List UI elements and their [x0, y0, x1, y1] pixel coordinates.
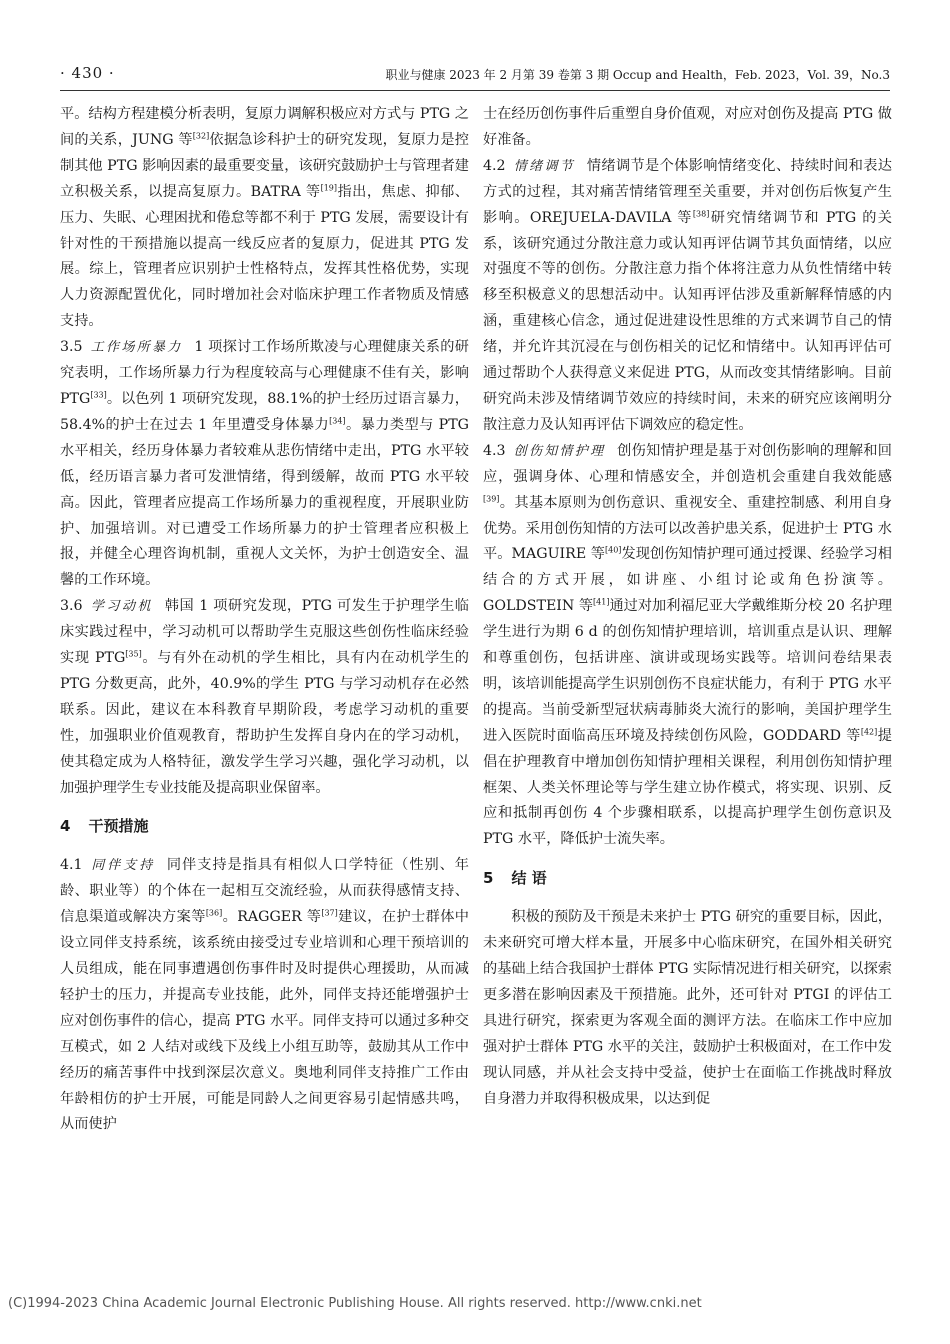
citation: [36] — [205, 908, 223, 918]
section-title: 创伤知情护理 — [513, 443, 606, 459]
journal-info: 职业与健康 2023 年 2 月第 39 卷第 3 期 Occup and Health，Feb. 2023，Vol. 39，No.3 — [385, 68, 890, 82]
section-title: 同伴支持 — [90, 858, 156, 874]
citation: [19] — [320, 182, 338, 192]
section-5-heading: 5 结 语 — [483, 869, 547, 888]
section-4-3: 4.3 创伤知情护理 创伤知情护理是基于对创伤影响的理解和回应，强调身体、心理和情感安全，并创造机会重建自我效能感[39]。其基本原则为创伤意识、重视安全、重建控制感、利用自身优势。采用创伤知情的方法可以改善护患关系，促进护士 PTG 水平。MAGUIRE 等[40]发现创伤知情护理可通过授课、经验学习相结合的方式开展，如讲座、小组讨论或角色扮演等。GOLDSTEIN 等[41]通过对加利福尼亚大学戴维斯分校 20 名护理学生进行为期 6 d 的创伤知情护理培训，培训重点是认识、理解和尊重创伤，包括讲座、演讲或现场实践等。培训问卷结果表明，该培训能提高学生识别创伤不良症状能力，有利于 PTG 水平的提高。当前受新型冠状病毒肺炎大流行的影响，美国护理学生进入医院时面临高压环境及持续创伤风险，GODDARD 等[42]提倡在护理教育中增加创伤知情护理相关课程，利用创伤知情护理框架、人类关怀理论等与学生建立协作模式，将实现、识别、反应和抵制再创伤 4 个步骤相联系，以提高护理学生创伤意识及 PTG 水平，降低护士流失率。 — [483, 442, 893, 848]
citation: [42] — [860, 727, 878, 737]
section-title: 工作场所暴力 — [90, 340, 183, 356]
citation: [40] — [605, 545, 622, 555]
paragraph: 平。结构方程建模分析表明，复原力调解积极应对方式与 PTG 之间的关系，JUNG 等[32]依据急诊科护士的研究发现，复原力是控制其他 PTG 影响因素的最重要变量，该研究鼓励护士与管理者建立积极关系，以提高复原力。BATRA 等[19]指出，焦虑、抑郁、压力、失眠、心理困扰和倦怠等都不利于 PTG 发展，需要设计有针对性的干预措施以提高一线反应者的复原力，促进其 PTG 发展。综上，管理者应识别护士性格特点，发挥其性格优势，实现人力资源配置优化，同时增加社会对临床护理工作者物质及情感支持。 — [60, 106, 469, 330]
right-column — [483, 102, 892, 1112]
citation: [35] — [125, 649, 142, 659]
citation: [39] — [483, 493, 500, 503]
citation: [34] — [329, 416, 346, 426]
running-header — [60, 64, 890, 91]
citation: [37] — [321, 908, 338, 918]
section-4-1: 4.1 同伴支持 同伴支持是指具有相似人口学特征（性别、年龄、职业等）的个体在一起相互交流经验，从而获得感情支持、信息渠道或解决方案等[36]。RAGGER 等[37]建议，在护士群体中设立同伴支持系统，该系统由接受过专业培训和心理干预培训的人员组成，能在同事遭遇创伤事件时及时提供心理援助，从而减轻护士的压力，并提高专业技能，此外，同伴支持还能增强护士应对创伤事件的信心，提高 PTG 水平。同伴支持可以通过多种交互模式，如 2 人结对或线下及线上小组互助等，鼓励其从工作中经历的痛苦事件中找到深层次意义。奥地利同伴支持推广工作由年龄相仿的护士开展，可能是同龄人之间更容易引起情感共鸣，从而使护 — [60, 857, 469, 1133]
copyright-footer: (C)1994-2023 China Academic Journal Electronic Publishing House. All rights reserved. http://www.cnki.net — [8, 1296, 702, 1311]
paragraph: 士在经历创伤事件后重塑自身价值观，对应对创伤及提高 PTG 做好准备。 — [483, 106, 892, 148]
section-3-5: 3.5 工作场所暴力 1 项探讨工作场所欺凌与心理健康关系的研究表明，工作场所暴力行为程度较高与心理健康不佳有关，影响 PTG[33]。以色列 1 项研究发现，88.1%的护士经历过语言暴力，58.4%的护士在过去 1 年里遭受身体暴力[34]。暴力类型与 PTG 水平相关，经历身体暴力者较难从悲伤情绪中走出，PTG 水平较低，经历语言暴力者可发泄情绪，得到缓解，故而 PTG 水平较高。因此，管理者应提高工作场所暴力的重视程度，开展职业防护、加强培训。对已遭受工作场所暴力的护士管理者应积极上报，并健全心理咨询机制，重视人文关怀，为护士创造安全、温馨的工作环境。 — [60, 339, 469, 589]
section-3-6: 3.6 学习动机 韩国 1 项研究发现，PTG 可发生于护理学生临床实践过程中，学习动机可以帮助学生克服这些创伤性临床经验实现 PTG[35]。与有外在动机的学生相比，具有内在动机学生的 PTG 分数更高，此外，40.9%的学生 PTG 与学习动机存在必然联系。因此，建议在本科教育早期阶段，考虑学习动机的重要性，加强职业价值观教育，帮助护生发挥自身内在的学习动机，使其稳定成为人格特征，激发学生学习兴趣，强化学习动机，以加强护理学生专业技能及提高职业保留率。 — [60, 598, 469, 796]
citation: [32] — [192, 131, 210, 141]
left-column — [60, 102, 469, 1138]
section-title: 学习动机 — [90, 599, 154, 615]
page-number: · 430 · — [60, 64, 115, 82]
section-title: 情绪调节 — [513, 158, 576, 174]
paragraph: 积极的预防及干预是未来护士 PTG 研究的重要目标，因此，未来研究可增大样本量，开展多中心临床研究，在国外相关研究的基础上结合我国护士群体 PTG 实际情况进行相关研究，以探索更多潜在影响因素及干预措施。此外，还可针对 PTGI 的评估工具进行研究，探索更为客观全面的测评方法。在临床工作中应加强对护士群体 PTG 水平的关注，鼓励护士积极面对，在工作中发现认同感，并从社会支持中受益，使护士在面临工作挑战时释放自身潜力并取得积极成果，以达到促 — [483, 909, 892, 1107]
citation: [41] — [593, 597, 610, 607]
section-4-heading: 4 干预措施 — [60, 817, 149, 836]
citation: [33] — [90, 390, 107, 400]
section-4-2: 4.2 情绪调节 情绪调节是个体影响情绪变化、持续时间和表达方式的过程，其对痛苦情绪管理至关重要，并对创伤后恢复产生影响。OREJUELA-DAVILA 等[38]研究情绪调节和 PTG 的关系，该研究通过分散注意力或认知再评估调节其负面情绪，以应对强度不等的创伤。分散注意力指个体将注意力从负性情绪中转移至积极意义的思想活动中。认知再评估涉及重新解释情感的内涵，重建核心信念，通过促进建设性思维的方式来调节自己的情绪，并允许其沉浸在与创伤相关的记忆和情绪中。认知再评估可通过帮助个人获得意义来促进 PTG，从而改变其情绪影响。目前研究尚未涉及情绪调节效应的持续时间，未来的研究应该阐明分散注意力及认知再评估下调效应的稳定性。 — [483, 157, 892, 433]
citation: [38] — [692, 208, 710, 218]
